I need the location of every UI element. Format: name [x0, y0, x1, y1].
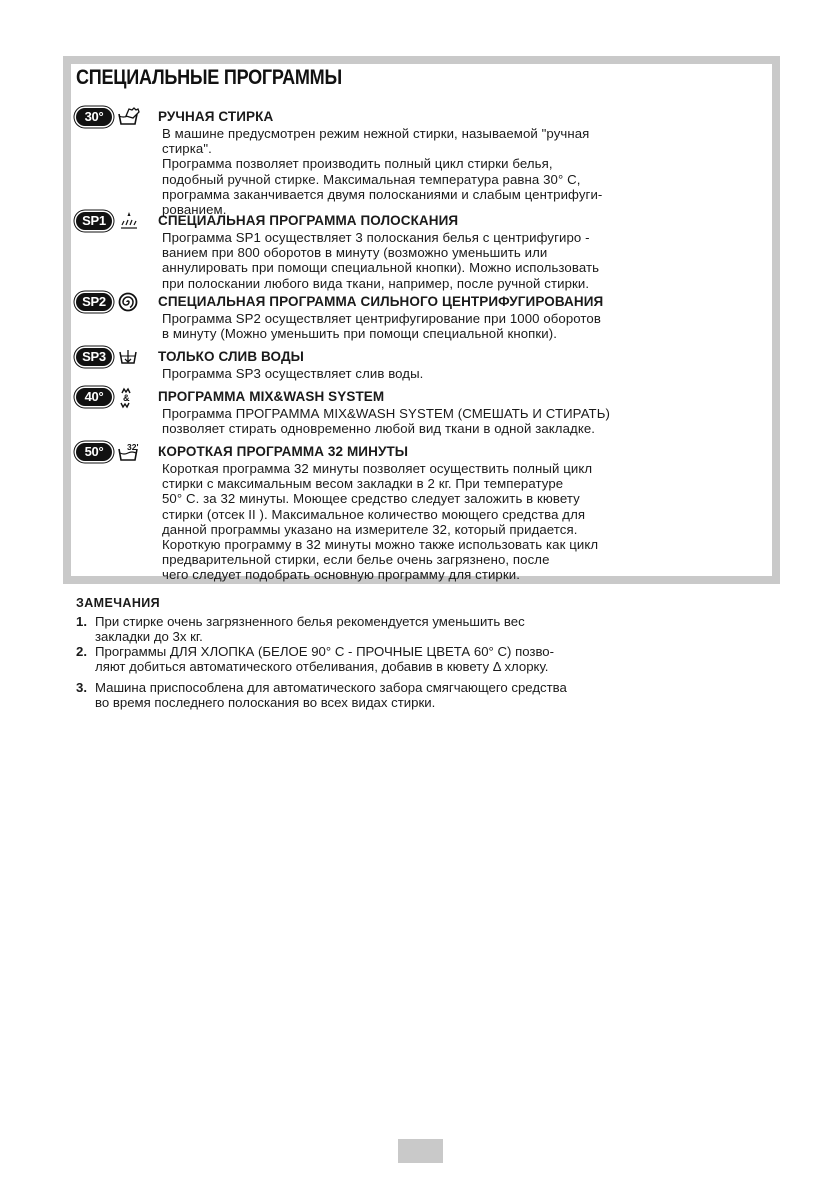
program-description: Программа ПРОГРАММА MIX&WASH SYSTEM (СМЕШАТЬ И СТИРАТЬ) позволяет стирать одновременно любой вид ткани в одной закладке. — [162, 406, 610, 437]
rinse-icon — [117, 211, 141, 231]
program-title: ПРОГРАММА MIX&WASH SYSTEM — [158, 389, 385, 404]
page-number-box — [398, 1139, 443, 1163]
note-number: 2. — [76, 644, 87, 659]
program-description: Программа SP1 осуществляет 3 полоскания белья с центрифугиро - ванием при 800 оборотов в минуту (возможно уменьшить или аннулировать при помощи специальной кнопки). Можно использовать при полоскании любого вида ткани, например, после ручной стирки. — [162, 230, 600, 291]
spin-icon — [117, 292, 141, 312]
program-description: Программа SP3 осуществляет слив воды. — [162, 366, 424, 381]
program-badge: SP2 — [76, 293, 112, 311]
program-title: СПЕЦИАЛЬНАЯ ПРОГРАММА ПОЛОСКАНИЯ — [158, 213, 459, 228]
svg-text:&: & — [123, 393, 130, 403]
program-badge: 50° — [76, 443, 112, 461]
program-badge: SP1 — [76, 212, 112, 230]
note-text: При стирке очень загрязненного белья рекомендуется уменьшить вес закладки до 3х кг. — [95, 614, 525, 645]
note-text: Программы ДЛЯ ХЛОПКА (БЕЛОЕ 90° С - ПРОЧНЫЕ ЦВЕТА 60° С) позво- ляют добиться автоматического отбеливания, добавив в кювету Δ хлорку. — [95, 644, 555, 675]
hand-wash-icon — [117, 107, 141, 127]
program-badge: 30° — [76, 108, 112, 126]
program-badge: 40° — [76, 388, 112, 406]
program-badge: SP3 — [76, 348, 112, 366]
program-title: КОРОТКАЯ ПРОГРАММА 32 МИНУТЫ — [158, 444, 409, 459]
program-title: РУЧНАЯ СТИРКА — [158, 109, 274, 124]
program-description: Короткая программа 32 минуты позволяет осуществить полный цикл стирки с максимальным весом закладки в 2 кг. При температуре 50° С. за 32 минуты. Моющее средство следует заложить в кювету стирки (отсек II ). Максимальное количество моющего средства для данной программы указано на измерителе 32, который придается. Короткую программу в 32 минуты можно также использовать как цикл предварительной стирки, если белье очень загрязнено, после чего следует подобрать основную программу для стирки. — [162, 461, 599, 583]
program-title: ТОЛЬКО СЛИВ ВОДЫ — [158, 349, 304, 364]
svg-text:32': 32' — [127, 442, 139, 452]
wash-32-icon — [117, 442, 141, 462]
note-text: Машина приспособлена для автоматического забора смягчающего средства во время последнего полоскания во всех видах стирки. — [95, 680, 567, 711]
program-description: Программа SP2 осуществляет центрифугирование при 1000 оборотов в минуту (Можно уменьшить при помощи специальной кнопки). — [162, 311, 601, 342]
mix-wash-icon — [117, 387, 141, 407]
note-number: 3. — [76, 680, 87, 695]
drain-icon — [117, 347, 141, 367]
program-title: СПЕЦИАЛЬНАЯ ПРОГРАММА СИЛЬНОГО ЦЕНТРИФУГИРОВАНИЯ — [158, 294, 604, 309]
page-title: СПЕЦИАЛЬНЫЕ ПРОГРАММЫ — [76, 66, 342, 89]
note-number: 1. — [76, 614, 87, 629]
notes-title: ЗАМЕЧАНИЯ — [76, 596, 161, 610]
program-description: В машине предусмотрен режим нежной стирки, называемой "ручная стирка". Программа позволяет производить полный цикл стирки белья, подобный ручной стирке. Максимальная температура равна 30° С, программа заканчивается двумя полосканиями и слабым центрифуги- рованием. — [162, 126, 603, 218]
